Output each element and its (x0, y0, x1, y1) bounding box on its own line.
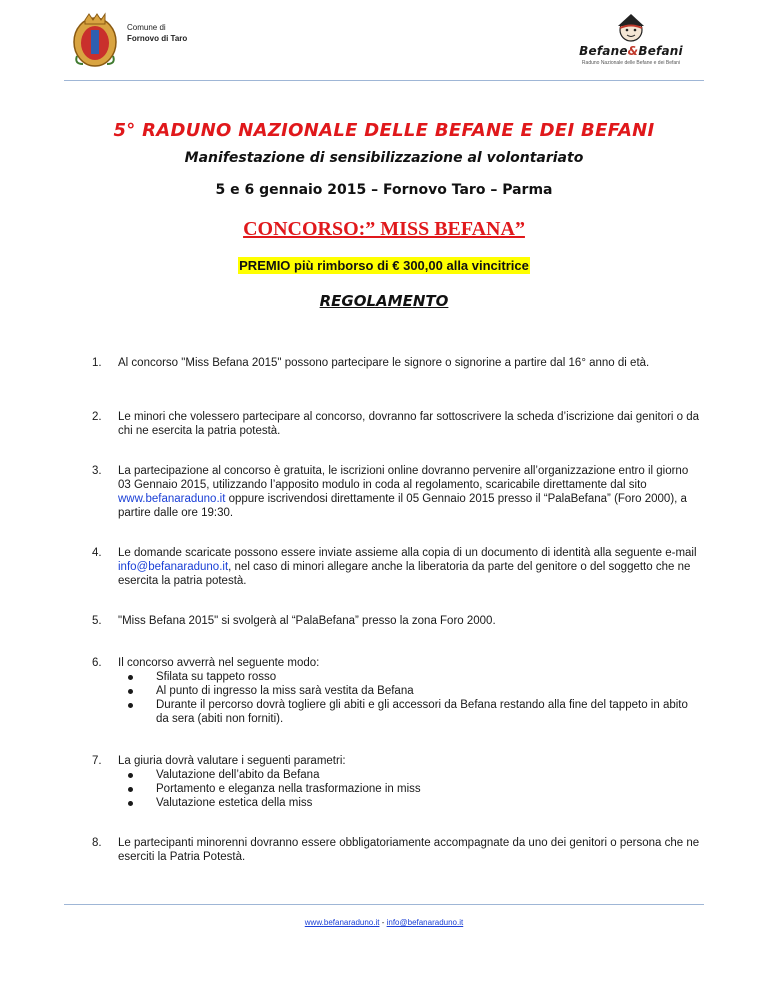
brand-tagline: Raduno Nazionale delle Befane e dei Befani (581, 60, 681, 66)
footer (0, 918, 768, 927)
rule-text-part: oppure iscrivendosi direttamente il 05 Gennaio 2015 presso il “PalaBefana” (Foro 2000), a partire dalle ore 19:30. (118, 493, 687, 519)
list-item (128, 670, 702, 684)
rule-text (118, 754, 702, 810)
bullet-text: Sfilata su tappeto rosso (156, 671, 277, 683)
bullet-icon (128, 703, 133, 708)
comune-prefix: Comune di (127, 23, 166, 32)
rule-intro: Il concorso avverrà nel seguente modo: (118, 657, 320, 669)
rule-number: 2. (92, 411, 102, 423)
brand-ampersand: & (627, 44, 639, 58)
header-divider (64, 80, 704, 81)
rule-text (118, 464, 702, 520)
rule-text-part: La partecipazione al concorso è gratuita, le iscrizioni online dovranno pervenire all’organizzazione entro il giorno 03 Gennaio 2015, utilizzando l’apposito modulo in coda al regolamento, scaricabile direttamente dal sito (118, 465, 689, 491)
rule-number: 3. (92, 465, 102, 477)
website-link[interactable]: www.befanaraduno.it (118, 493, 226, 505)
contest-title: CONCORSO:” MISS BEFANA” (243, 218, 525, 240)
municipal-crest-icon (71, 12, 119, 68)
bullet-list (118, 768, 702, 810)
bullet-text: Al punto di ingresso la miss sarà vestita da Befana (156, 685, 414, 697)
bullet-text: Portamento e eleganza nella trasformazione in miss (156, 783, 421, 795)
event-dates: 5 e 6 gennaio 2015 – Fornovo Taro – Parma (215, 182, 553, 198)
befana-mascot-icon (566, 14, 696, 44)
rule-text: Al concorso "Miss Befana 2015" possono partecipare le signore o signorine a partire dal 16° anno di età. (118, 357, 650, 369)
rule-text (118, 546, 702, 588)
main-title: 5° RADUNO NAZIONALE DELLE BEFANE E DEI BEFANI (113, 120, 655, 141)
bullet-text: Valutazione estetica della miss (156, 797, 313, 809)
rule-number: 1. (92, 357, 102, 369)
rules-heading: REGOLAMENTO (319, 292, 449, 310)
prize-line (0, 257, 768, 275)
bullet-icon (128, 787, 133, 792)
subtitle: Manifestazione di sensibilizzazione al volontariato (184, 150, 584, 166)
prize-text: PREMIO più rimborso di € 300,00 alla vincitrice (239, 258, 529, 273)
list-item (128, 684, 702, 698)
rule-intro: La giuria dovrà valutare i seguenti parametri: (118, 755, 346, 767)
brand-name-part1: Befane (579, 44, 628, 58)
rule-text: Le partecipanti minorenni dovranno essere obbligatoriamente accompagnate da uno dei genitori o persona che ne eserciti la Patria Potestà. (118, 837, 700, 863)
brand-logo (566, 14, 696, 70)
rule-text: "Miss Befana 2015" si svolgerà al “PalaBefana” presso la zona Foro 2000. (118, 615, 496, 627)
bullet-icon (128, 773, 133, 778)
bullet-icon (128, 689, 133, 694)
bullet-icon (128, 801, 133, 806)
rule-text (118, 656, 702, 726)
list-item (128, 698, 702, 726)
rule-number: 7. (92, 755, 102, 767)
list-item (128, 796, 702, 810)
rule-number: 5. (92, 615, 102, 627)
bullet-list (118, 670, 702, 726)
rule-text-part: Le domande scaricate possono essere inviate assieme alla copia di un documento di identità alla seguente e-mail (118, 547, 697, 559)
brand-name-part2: Befani (638, 44, 683, 58)
email-link[interactable]: info@befanaraduno.it (118, 561, 229, 573)
footer-website-link[interactable]: www.befanaraduno.it (304, 918, 380, 927)
footer-divider (64, 904, 704, 905)
bullet-text: Valutazione dell’abito da Befana (156, 769, 320, 781)
footer-separator: - (379, 918, 387, 927)
rule-number: 4. (92, 547, 102, 559)
list-item (128, 768, 702, 782)
bullet-text: Durante il percorso dovrà togliere gli abiti e gli accessori da Befana restando alla fine del tappeto in abito da sera (abiti non forniti). (156, 699, 688, 725)
rule-number: 6. (92, 657, 102, 669)
rule-text-part: , nel caso di minori allegare anche la liberatoria da parte del genitore o del soggetto che ne esercita la patria potestà. (118, 561, 691, 587)
brand-name (566, 44, 696, 58)
list-item (128, 782, 702, 796)
comune-label (127, 22, 187, 44)
rule-number: 8. (92, 837, 102, 849)
rule-text: Le minori che volessero partecipare al concorso, dovranno far sottoscrivere la scheda d’iscrizione dai genitori o da chi ne esercita la patria potestà. (118, 411, 700, 437)
bullet-icon (128, 675, 133, 680)
comune-name: Fornovo di Taro (127, 34, 188, 43)
footer-email-link[interactable]: info@befanaraduno.it (386, 918, 464, 927)
